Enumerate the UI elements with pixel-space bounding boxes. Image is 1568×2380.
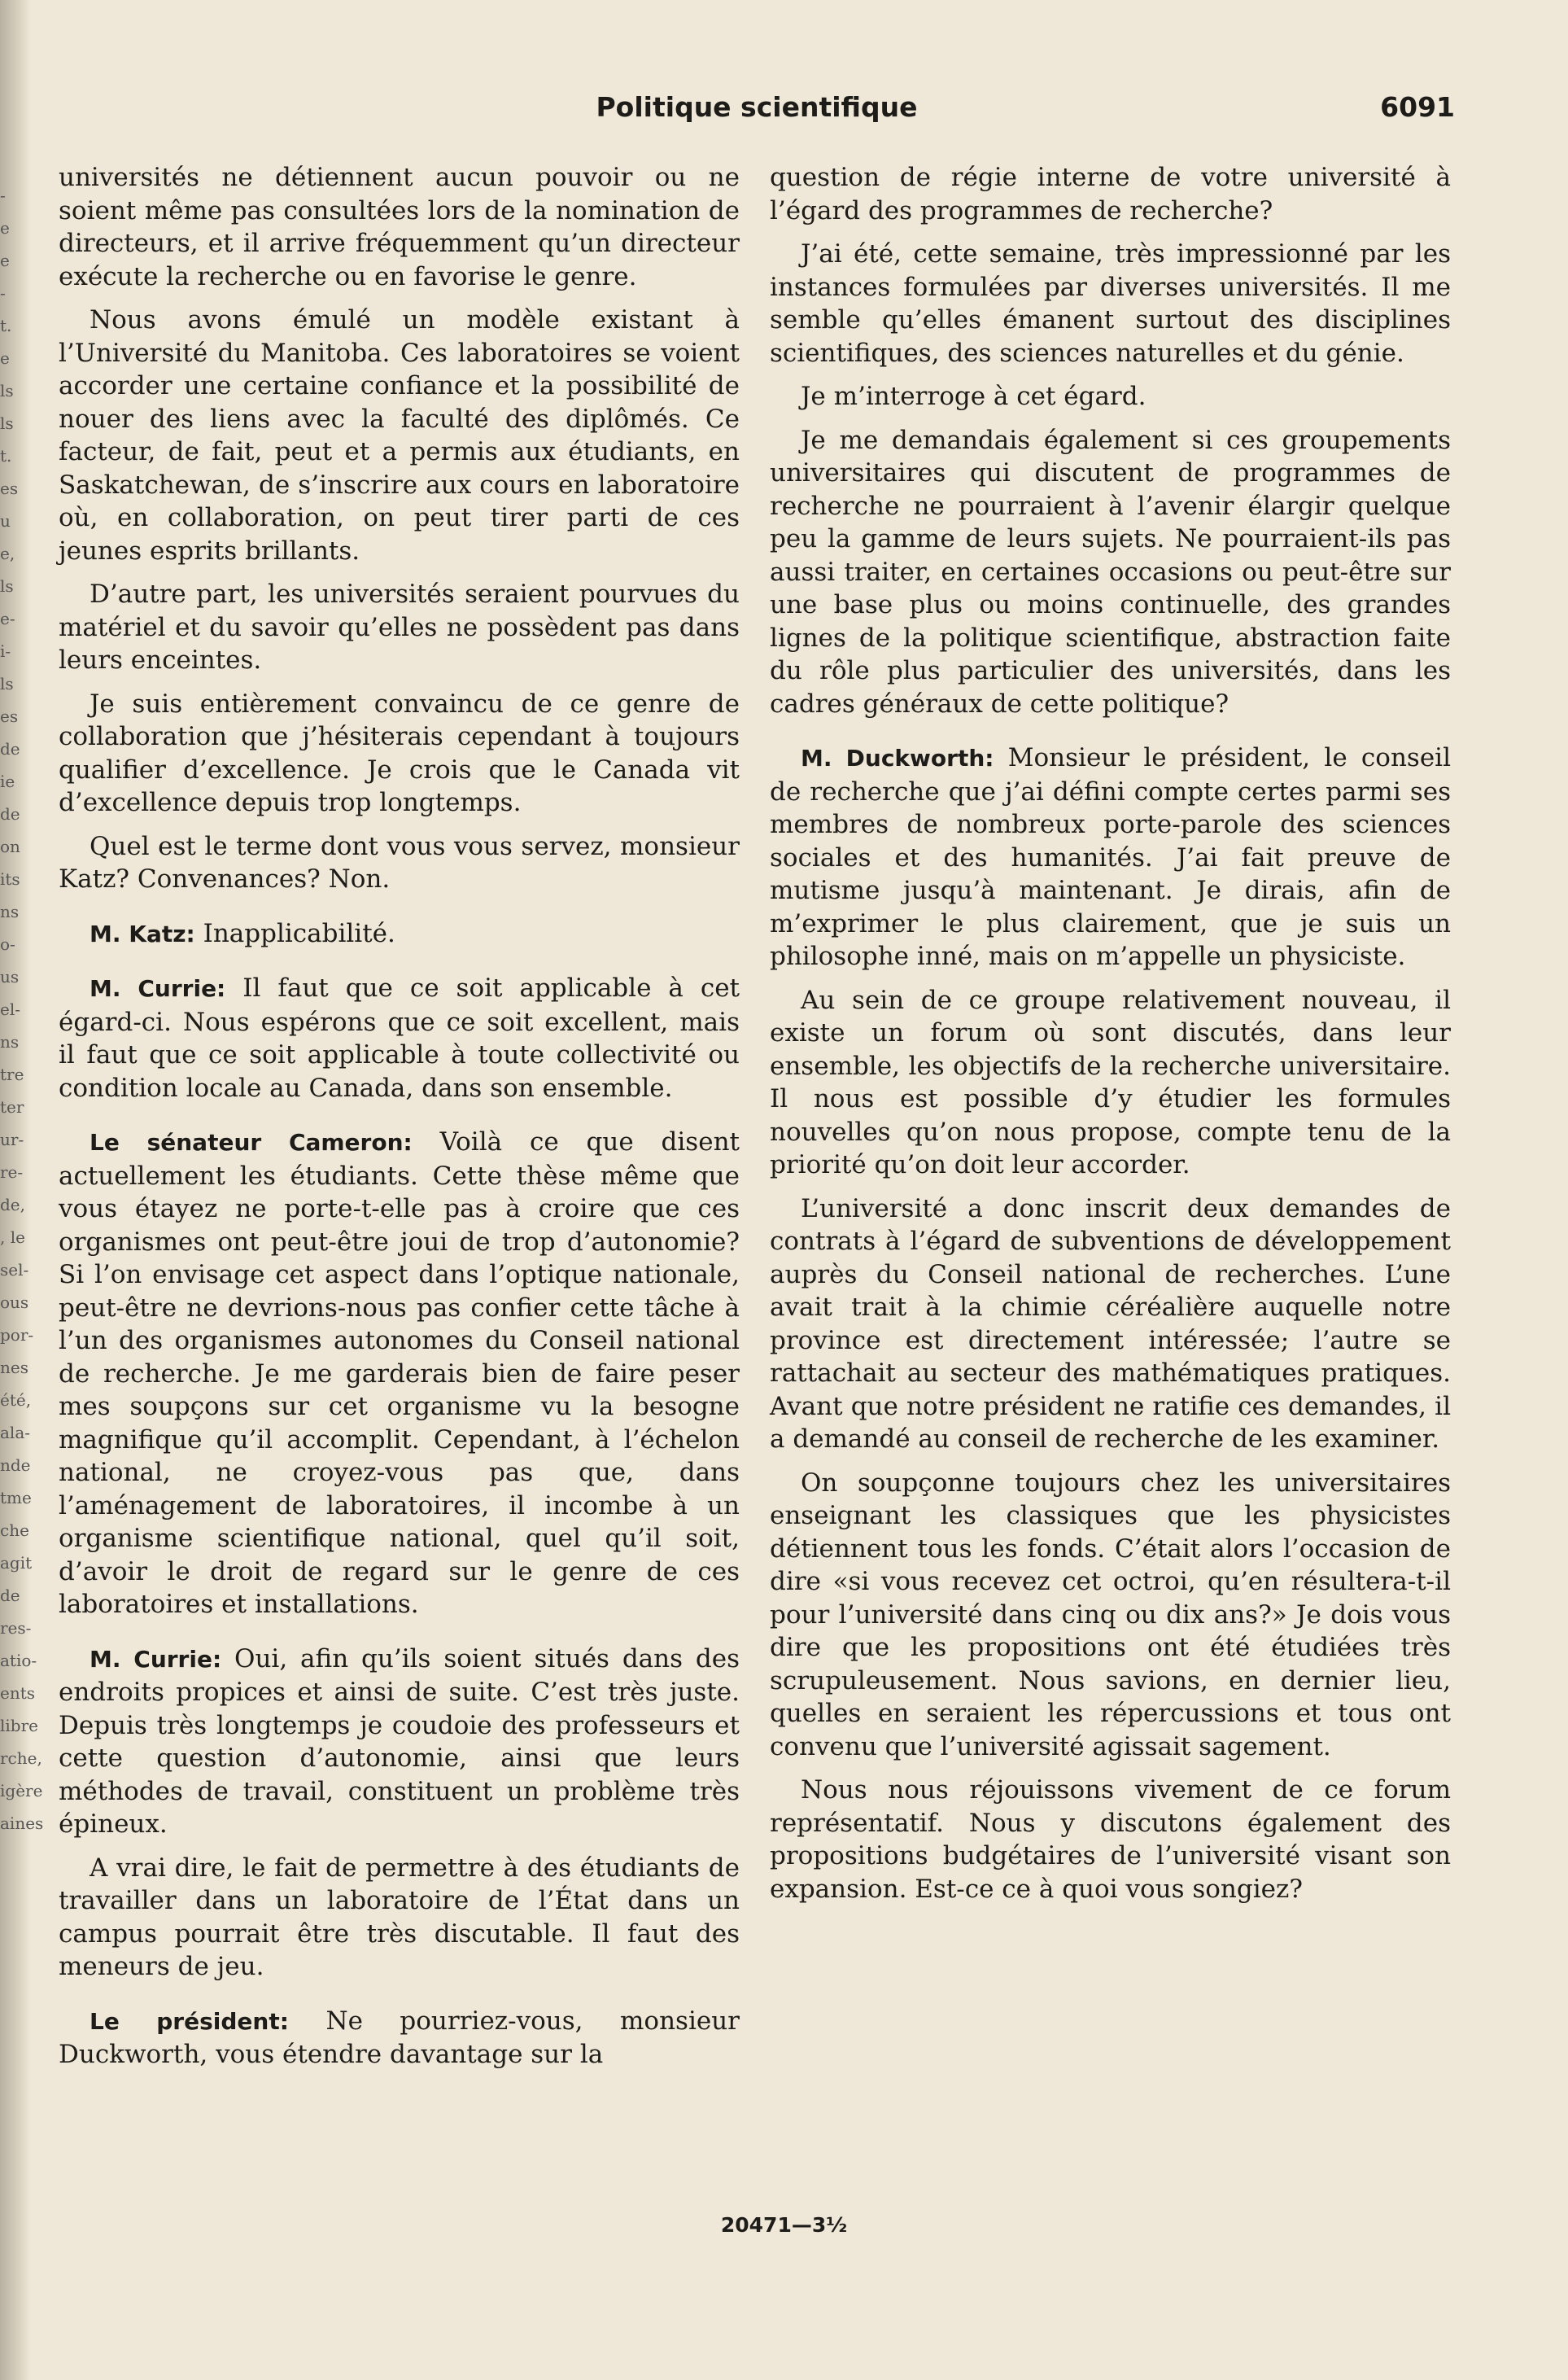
gutter-fragment: - bbox=[0, 283, 6, 303]
paragraph-text: Il faut que ce soit applicable à cet égard-ci. Nous espérons que ce soit excellent, mais il faut que ce soit applicable à toute collectivité ou condition locale au Canada, dans son ensemble. bbox=[59, 973, 740, 1103]
gutter-fragment: - bbox=[0, 186, 6, 205]
gutter-fragment: o- bbox=[0, 934, 15, 954]
paragraph bbox=[770, 984, 1451, 1182]
gutter-fragment: e- bbox=[0, 609, 15, 628]
paragraph-text: Ne pourriez-vous, monsieur Duckworth, vous étendre davantage sur la bbox=[59, 2006, 740, 2069]
paragraph bbox=[770, 380, 1451, 413]
paragraph bbox=[59, 1126, 740, 1621]
gutter-fragment: es bbox=[0, 479, 19, 498]
gutter-fragment: u bbox=[0, 511, 11, 531]
gutter-fragment: ns bbox=[0, 902, 20, 921]
gutter-fragment: tme bbox=[0, 1488, 32, 1507]
gutter-fragment: ls bbox=[0, 381, 14, 400]
paragraph bbox=[59, 688, 740, 820]
gutter-fragment: re- bbox=[0, 1162, 24, 1182]
gutter-fragment: , le bbox=[0, 1227, 25, 1247]
paragraph-text: Je suis entièrement convaincu de ce genre de collaboration que j’hésiterais cependant à toujours qualifier d’excellence. Je crois que le Canada vit d’excellence depuis trop longtemps. bbox=[59, 689, 740, 817]
running-title: Politique scientifique bbox=[596, 91, 918, 123]
gutter-fragment: ous bbox=[0, 1293, 29, 1312]
right-text-column bbox=[770, 161, 1451, 1916]
paragraph bbox=[770, 161, 1451, 227]
paragraph-text: Monsieur le président, le conseil de recherche que j’ai défini compte certes parmi ses membres de nombreux porte-parole des sciences sociales et des humanités. J’ai fait preuve de mutisme jusqu’à maintenant. Je dirais, afin de m’exprimer le plus clairement, que je suis un philosophe inné, mais on m’appelle un physiciste. bbox=[770, 743, 1451, 971]
paragraph-text: Nous avons émulé un modèle existant à l’Université du Manitoba. Ces laboratoires se voient accorder une certaine confiance et la possibilité de nouer des liens avec la faculté des diplômés. Ce facteur, de fait, peut et a permis aux étudiants, en Saskatchewan, de s’inscrire aux cours en laboratoire où, en collaboration, on peut tirer parti de ces jeunes esprits brillants. bbox=[59, 305, 740, 566]
gutter-fragment: de bbox=[0, 1586, 20, 1605]
gutter-fragment: e bbox=[0, 251, 10, 270]
speaker-name: M. Currie: bbox=[90, 975, 226, 1002]
gutter-fragment: sel- bbox=[0, 1260, 29, 1280]
paragraph bbox=[770, 1774, 1451, 1905]
gutter-fragment: e, bbox=[0, 544, 15, 563]
gutter-fragment: ls bbox=[0, 674, 14, 693]
paragraph-text: J’ai été, cette semaine, très impressionné par les instances formulées par diverses universités. Il me semble qu’elles émanent surtout des disciplines scientifiques, des sciences naturelles et du génie. bbox=[770, 239, 1451, 368]
gutter-fragment: ns bbox=[0, 1032, 20, 1052]
paragraph-text: Quel est le terme dont vous vous servez, monsieur Katz? Convenances? Non. bbox=[59, 831, 740, 894]
gutter-fragment: agit bbox=[0, 1553, 33, 1573]
gutter-fragment: por- bbox=[0, 1325, 34, 1345]
paragraph bbox=[59, 972, 740, 1105]
speaker-name: M. Currie: bbox=[90, 1645, 222, 1673]
paragraph-text: Je me demandais également si ces groupements universitaires qui discutent de programmes de recherche ne pourraient à l’avenir élargir quelque peu la gamme de leurs sujets. Ne pourraient-ils pas aussi traiter, en certaines occasions ou peut-être sur une base plus ou moins continuelle, des grandes lignes de la politique scientifique, abstraction faite du rôle plus particulier des universités, dans les cadres généraux de cette politique? bbox=[770, 425, 1451, 719]
paragraph-text: Au sein de ce groupe relativement nouveau, il existe un forum où sont discutés, dans leur ensemble, les objectifs de la recherche universitaire. Il nous est possible d’y étudier les formules nouvelles qu’on nous propose, compte tenu de la priorité qu’on doit leur accorder. bbox=[770, 985, 1451, 1179]
paragraph bbox=[59, 304, 740, 567]
paragraph-text: universités ne détiennent aucun pouvoir ou ne soient même pas consultées lors de la nomination de directeurs, et il arrive fréquemment qu’un directeur exécute la recherche ou en favorise le genre. bbox=[59, 163, 740, 291]
gutter-fragment: ter bbox=[0, 1097, 24, 1117]
gutter-fragment: igère bbox=[0, 1781, 43, 1800]
paragraph-text: D’autre part, les universités seraient pourvues du matériel et du savoir qu’elles ne possèdent pas dans leurs enceintes. bbox=[59, 580, 740, 675]
paragraph bbox=[770, 238, 1451, 370]
paragraph-text: Inapplicabilité. bbox=[203, 918, 395, 948]
paragraph bbox=[59, 2005, 740, 2072]
gutter-fragment: ls bbox=[0, 413, 14, 433]
paragraph-text: Nous nous réjouissons vivement de ce forum représentatif. Nous y discutons également des propositions budgétaires de l’université visant son expansion. Est-ce ce à quoi vous songiez? bbox=[770, 1775, 1451, 1904]
gutter-fragment: nde bbox=[0, 1455, 31, 1475]
gutter-fragment: de bbox=[0, 804, 20, 824]
speaker-name: Le sénateur Cameron: bbox=[90, 1129, 413, 1156]
gutter-fragment: es bbox=[0, 707, 19, 726]
gutter-fragment: on bbox=[0, 837, 20, 856]
paragraph bbox=[770, 1192, 1451, 1456]
gutter-fragment: libre bbox=[0, 1716, 38, 1735]
gutter-fragment: its bbox=[0, 869, 20, 889]
paragraph bbox=[59, 578, 740, 677]
gutter-fragment: ls bbox=[0, 576, 14, 596]
gutter-fragment: ur- bbox=[0, 1130, 24, 1149]
paragraph bbox=[59, 830, 740, 896]
gutter-fragment: us bbox=[0, 967, 20, 987]
paragraph bbox=[59, 1643, 740, 1841]
paragraph bbox=[59, 1852, 740, 1984]
speaker-name: M. Duckworth: bbox=[801, 745, 994, 772]
paragraph bbox=[59, 917, 740, 952]
gutter-fragment: de bbox=[0, 739, 20, 759]
left-text-column bbox=[59, 161, 740, 2082]
paragraph-text: A vrai dire, le fait de permettre à des étudiants de travailler dans un laboratoire de l’État dans un campus pourrait être très discutable. Il faut des meneurs de jeu. bbox=[59, 1853, 740, 1981]
gutter-fragment: atio- bbox=[0, 1651, 37, 1670]
gutter-fragment: e bbox=[0, 348, 10, 368]
paragraph-text: L’université a donc inscrit deux demandes de contrats à l’égard de subventions de développement auprès du Conseil national de recherches. L’une avait trait à la chimie céréalière auquelle notre province est directement intéressée; l’autre se rattachait au secteur des mathématiques pratiques. Avant que notre président ne ratifie ces demandes, il a demandé au conseil de recherche de les examiner. bbox=[770, 1193, 1451, 1454]
speaker-name: M. Katz: bbox=[90, 920, 195, 947]
printer-code: 20471—3½ bbox=[720, 2213, 848, 2237]
gutter-fragment: de, bbox=[0, 1195, 25, 1214]
gutter-fragment: nes bbox=[0, 1358, 28, 1377]
page-header bbox=[59, 91, 1455, 132]
paragraph bbox=[770, 424, 1451, 721]
previous-page-gutter-text bbox=[0, 179, 44, 2295]
paragraph-text: On soupçonne toujours chez les universitaires enseignant les classiques que les physicistes détiennent tous les fonds. C’était alors l’occasion de dire «si vous recevez cet octroi, qu’en résultera-t-il pour l’université dans cinq ou dix ans?» Je dois vous dire que les propositions ont été étudiées très scrupuleusement. Nous savions, en dernier lieu, quelles en seraient les répercussions et tous ont convenu que l’université agissait sagement. bbox=[770, 1468, 1451, 1761]
gutter-fragment: t. bbox=[0, 316, 12, 335]
gutter-fragment: res- bbox=[0, 1618, 32, 1638]
gutter-fragment: aines bbox=[0, 1813, 44, 1833]
gutter-fragment: ala- bbox=[0, 1423, 31, 1442]
paragraph bbox=[770, 1467, 1451, 1764]
gutter-fragment: ie bbox=[0, 772, 15, 791]
paragraph-text: Je m’interroge à cet égard. bbox=[801, 382, 1147, 411]
gutter-fragment: ents bbox=[0, 1683, 36, 1703]
gutter-fragment: e bbox=[0, 218, 10, 238]
gutter-fragment: i- bbox=[0, 641, 11, 661]
speaker-name: Le président: bbox=[90, 2007, 289, 2035]
paragraph-text: question de régie interne de votre université à l’égard des programmes de recherche? bbox=[770, 163, 1451, 225]
gutter-fragment: été, bbox=[0, 1390, 32, 1410]
gutter-fragment: tre bbox=[0, 1065, 24, 1084]
gutter-fragment: t. bbox=[0, 446, 12, 466]
gutter-fragment: el- bbox=[0, 1000, 20, 1019]
gutter-fragment: rche, bbox=[0, 1748, 42, 1768]
paragraph bbox=[59, 161, 740, 293]
gutter-fragment: che bbox=[0, 1520, 29, 1540]
paragraph-text: Oui, afin qu’ils soient situés dans des endroits propices et ainsi de suite. C’est très juste. Depuis très longtemps je coudoie des professeurs et cette question d’autonomie, ainsi que leurs méthodes de travail, constituent un problème très épineux. bbox=[59, 1643, 740, 1839]
paragraph bbox=[770, 742, 1451, 973]
page-number: 6091 bbox=[1380, 91, 1455, 123]
paragraph-text: Voilà ce que disent actuellement les étudiants. Cette thèse même que vous étayez ne porte-t-elle pas à croire que ces organismes ont peut-être joui de trop d’autonomie? Si l’on envisage cet aspect dans l’optique nationale, peut-être ne devrions-nous pas confier cette tâche à l’un des organismes autonomes du Conseil national de recherche. Je me garderais bien de faire peser mes soupçons sur cet organisme vu la besogne magnifique qu’il accomplit. Cependant, à l’échelon national, ne croyez-vous pas que, dans l’aménagement de laboratoires, il incombe à un organisme scientifique national, quel qu’il soit, d’avoir le droit de regard sur le genre de ces laboratoires et installations. bbox=[59, 1127, 740, 1619]
